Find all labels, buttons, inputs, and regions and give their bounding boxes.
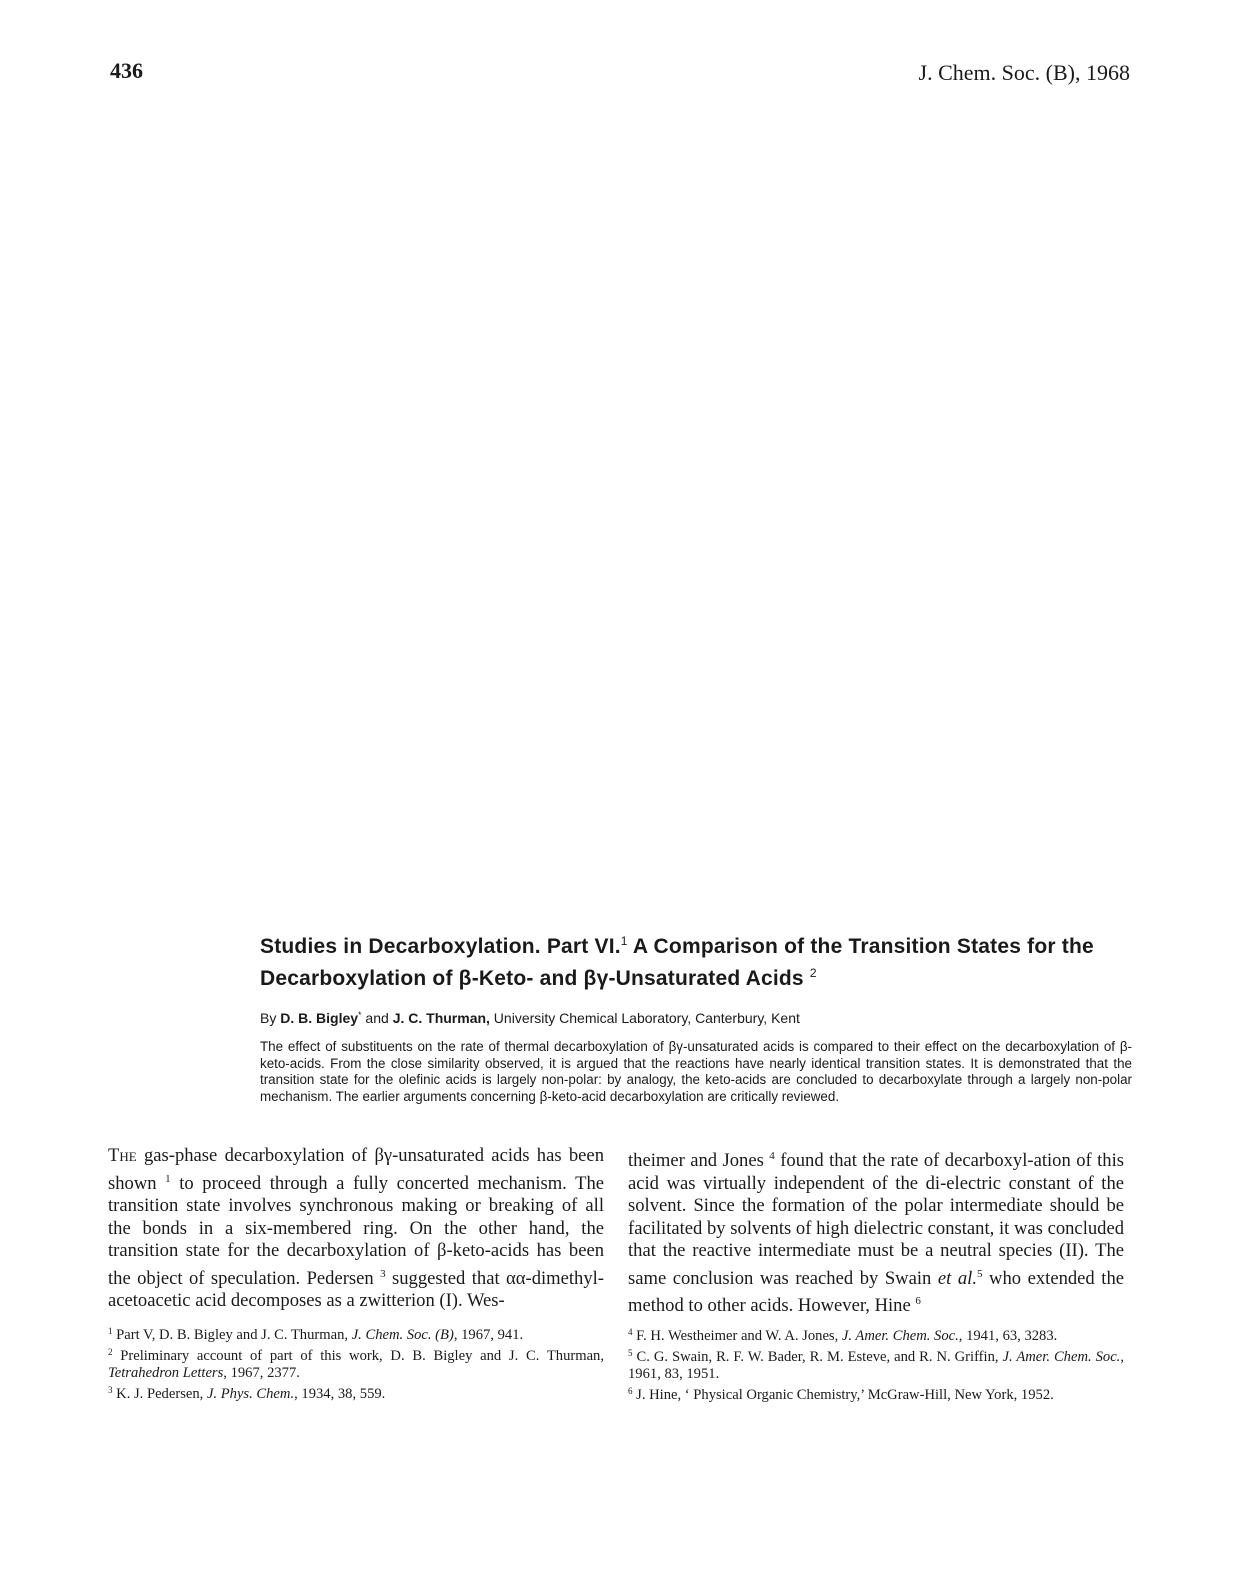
article-header <box>260 928 1132 1119</box>
corresponding-mark: * <box>358 1010 362 1020</box>
footnote-text: Part V, D. B. Bigley and J. C. Thurman, <box>112 1326 352 1343</box>
abstract: The effect of substituents on the rate of thermal decarboxylation of βγ-unsaturated acids is compared to their effect on the decarboxylation of β-keto-acids. From the close similarity observed, it is argued that the reactions have nearly identical transition states. It is demonstrated that the transition state for the olefinic acids is largely non-polar: by analogy, the keto-acids are concluded to decarboxylate through a largely non-polar mechanism. The earlier arguments concerning β-keto-acid decarboxylation are critically reviewed. <box>260 1039 1132 1104</box>
right-text-3: who extended the method to other acids. However, Hine <box>628 1267 1124 1316</box>
author-2: J. C. Thurman, <box>392 1010 490 1026</box>
footnote-text: C. G. Swain, R. F. W. Bader, R. M. Esteve, and R. N. Griffin, <box>632 1348 1003 1365</box>
footnotes-left <box>108 1323 604 1403</box>
lead-word: The <box>108 1145 137 1166</box>
footnote <box>108 1382 604 1403</box>
footnote-text-end: , 1967, 2377. <box>223 1364 300 1381</box>
ref-3: 3 <box>380 1267 386 1280</box>
right-column <box>628 1145 1124 1404</box>
ref-6: 6 <box>915 1295 921 1307</box>
article-title <box>260 928 1132 992</box>
left-text-2: to proceed through a fully concerted mechanism. The transition state involves synchronous making or breaking of all the bonds in a six-membered ring. On the other hand, the transition state for the decarboxylation of β-keto-acids has been the object of speculation. Pedersen <box>108 1172 604 1289</box>
affiliation: University Chemical Laboratory, Canterbury, Kent <box>489 1010 800 1026</box>
title-footnote-ref-2: 2 <box>809 966 817 980</box>
footnote <box>108 1323 604 1344</box>
footnote <box>628 1345 1124 1383</box>
left-column <box>108 1145 604 1403</box>
footnote-journal: J. Amer. Chem. Soc. <box>841 1327 959 1344</box>
title-part-1: Studies in Decarboxylation. Part VI. <box>260 935 621 958</box>
footnote <box>628 1383 1124 1404</box>
body-paragraph-left <box>108 1145 604 1313</box>
ref-4: 4 <box>769 1150 775 1162</box>
footnote-text-end: , 1961, 83, 1951. <box>628 1348 1124 1382</box>
footnote-text: K. J. Pedersen, <box>112 1385 207 1402</box>
page-number: 436 <box>110 58 143 83</box>
ref-5: 5 <box>976 1267 983 1280</box>
body-paragraph-right <box>628 1145 1124 1318</box>
footnote-text: Preliminary account of part of this work, D. B. Bigley and J. C. Thurman, <box>112 1347 604 1364</box>
footnote-number: 5 <box>628 1347 633 1358</box>
footnote-text-end: , 1967, 941. <box>453 1326 524 1343</box>
footnote <box>628 1324 1124 1345</box>
right-text-2: found that the rate of decarboxyl-ation of this acid was virtually independent of the di-electric constant of the solvent. Since the formation of the polar intermediate should be facilitated by solvents of high dielectric constant, it was concluded that the reactive intermediate must be a neutral species (II). The same conclusion was reached by Swain <box>628 1150 1125 1289</box>
byline <box>260 1006 1132 1027</box>
journal-citation: J. Chem. Soc. (B), 1968 <box>918 60 1130 85</box>
footnote-text-end: , 1934, 38, 559. <box>294 1385 386 1402</box>
footnote-journal: Tetrahedron Letters <box>108 1364 224 1381</box>
footnote-journal: J. Chem. Soc. (B) <box>351 1326 454 1343</box>
footnote-number: 3 <box>108 1384 113 1395</box>
footnote-number: 6 <box>628 1385 633 1396</box>
footnote-number: 4 <box>628 1326 633 1337</box>
footnote-text: J. Hine, ‘ Physical Organic Chemistry,’ McGraw-Hill, New York, 1952. <box>632 1386 1054 1403</box>
byline-and: and <box>361 1010 393 1026</box>
byline-prefix: By <box>260 1010 281 1026</box>
footnote-text: F. H. Westheimer and W. A. Jones, <box>632 1327 842 1344</box>
footnotes-right <box>628 1324 1124 1404</box>
footnote <box>108 1344 604 1382</box>
footnote-number: 2 <box>108 1346 113 1357</box>
footnote-text-end: , 1941, 63, 3283. <box>958 1327 1058 1344</box>
title-part-2: A Comparison of the Transition States for the Decarboxylation of β-Keto- and βγ-Unsaturated Acids <box>260 935 1094 990</box>
left-text-3: suggested that αα-dimethyl-acetoacetic acid decomposes as a zwitterion (I). Wes- <box>108 1267 605 1311</box>
footnote-journal: J. Phys. Chem. <box>206 1385 295 1402</box>
footnote-number: 1 <box>108 1325 113 1336</box>
left-text-1: gas-phase decarboxylation of βγ-unsaturated acids has been shown <box>108 1145 604 1194</box>
author-1: D. B. Bigley <box>280 1010 359 1026</box>
right-text-1: theimer and Jones <box>628 1150 770 1171</box>
ref-1: 1 <box>165 1172 171 1185</box>
et-al: et al. <box>937 1267 977 1289</box>
title-footnote-ref-1: 1 <box>620 934 628 948</box>
footnote-journal: J. Amer. Chem. Soc. <box>1002 1348 1121 1365</box>
